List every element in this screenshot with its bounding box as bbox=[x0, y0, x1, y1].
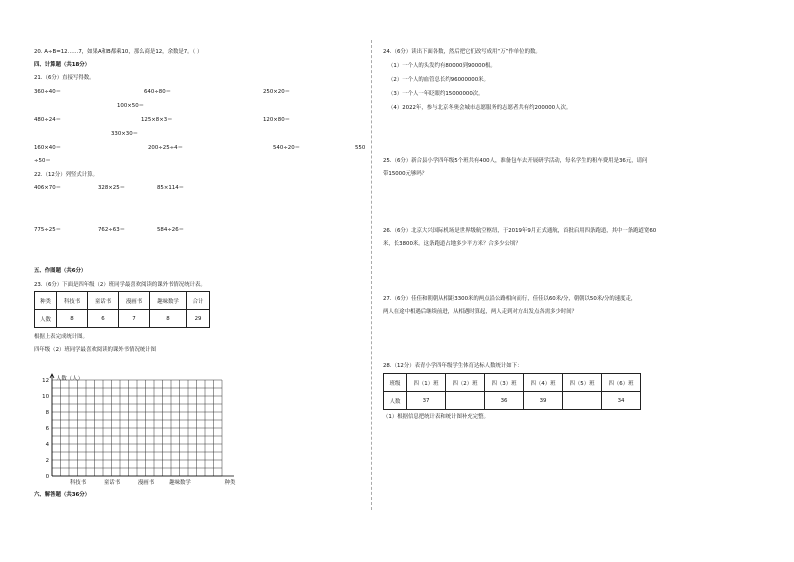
x-tick-label: 漫画书 bbox=[137, 480, 155, 486]
table-header-cell: 科技书 bbox=[57, 292, 88, 310]
question-24-1: （1）一个人的头发约有80000到90000根。 bbox=[388, 63, 496, 69]
y-tick-label: 12 bbox=[42, 378, 49, 384]
oral-calc-5: 480÷24＝ bbox=[34, 117, 62, 123]
table-cell: 7 bbox=[119, 310, 150, 328]
question-24-2: （2）一个人的血管总长约96000000米。 bbox=[388, 77, 489, 83]
table-row-label: 人数 bbox=[35, 310, 57, 328]
oral-calc-8: 330×30＝ bbox=[111, 131, 139, 137]
y-tick-label: 4 bbox=[45, 442, 49, 448]
y-axis-label: 人数（人） bbox=[56, 376, 83, 382]
x-axis-label: 种类 bbox=[224, 480, 236, 486]
table-header-cell: 合计 bbox=[187, 292, 210, 310]
table-header-cell: 四（2）班 bbox=[446, 374, 485, 392]
oral-calc-6: 125×8×3＝ bbox=[141, 117, 173, 123]
y-tick-label: 8 bbox=[45, 410, 49, 416]
table-header-cell: 四（6）班 bbox=[602, 374, 641, 392]
table-cell: 37 bbox=[407, 392, 446, 410]
oral-calc-1: 360÷40＝ bbox=[34, 89, 62, 95]
table-header-cell: 童话书 bbox=[88, 292, 119, 310]
table-header-cell: 四（3）班 bbox=[485, 374, 524, 392]
vertical-calc-5: 762÷63＝ bbox=[98, 227, 126, 233]
chart-title: 四年级（2）班同学最喜欢阅读的课外书情况统计图 bbox=[34, 347, 157, 353]
oral-calc-12-cont: ÷50＝ bbox=[34, 158, 51, 164]
vertical-calc-1: 406×70＝ bbox=[34, 185, 62, 191]
y-tick-label: 0 bbox=[45, 474, 49, 480]
y-tick-label: 2 bbox=[45, 458, 49, 464]
oral-calc-10: 200÷25÷4＝ bbox=[148, 145, 184, 151]
reading-table bbox=[34, 291, 210, 328]
oral-calc-9: 160×40＝ bbox=[34, 145, 62, 151]
question-26-cont: 米，长3800米。这条跑道占地多少平方米？合多少公顷？ bbox=[383, 241, 521, 247]
x-tick-label: 科技书 bbox=[69, 480, 87, 486]
table-note: 根据上表完成统计图。 bbox=[34, 334, 88, 340]
question-21: 21.（6分）直接写得数。 bbox=[34, 75, 95, 81]
question-25-cont: 带15000元够吗？ bbox=[383, 171, 428, 177]
vertical-calc-3: 85×114＝ bbox=[157, 185, 185, 191]
table-header-cell: 种类 bbox=[35, 292, 57, 310]
table-header-cell: 四（5）班 bbox=[563, 374, 602, 392]
table-cell: 8 bbox=[57, 310, 88, 328]
table-cell: 8 bbox=[150, 310, 187, 328]
question-28-1: （1）根据信息把统计表和统计图补充完整。 bbox=[383, 414, 489, 420]
table-header-cell: 四（1）班 bbox=[407, 374, 446, 392]
x-tick-label: 童话书 bbox=[103, 480, 121, 486]
oral-calc-11: 540÷20＝ bbox=[273, 145, 301, 151]
vertical-calc-4: 775÷25＝ bbox=[34, 227, 62, 233]
table-header-cell: 四（4）班 bbox=[524, 374, 563, 392]
question-24: 24.（6分）读出下面各数，然后把它们改写成用“万”作单位的数。 bbox=[383, 49, 541, 55]
oral-calc-12: 550 bbox=[355, 145, 366, 151]
question-22: 22.（12分）列竖式计算。 bbox=[34, 172, 98, 178]
y-tick-label: 10 bbox=[42, 394, 49, 400]
table-cell bbox=[446, 392, 485, 410]
oral-calc-4: 100×50＝ bbox=[117, 103, 145, 109]
x-tick-label: 趣味数学 bbox=[169, 480, 191, 486]
table-header-cell: 漫画书 bbox=[119, 292, 150, 310]
section-6-heading: 六、解答题（共36分） bbox=[34, 492, 91, 498]
question-26: 26.（6分）北京大兴国际机场是世界级航空枢纽，于2019年9月正式通航，首批启用四条跑道，其中一条跑道宽60 bbox=[383, 228, 657, 234]
fitness-table bbox=[383, 373, 641, 410]
question-24-3: （3）一个人一年眨眼约15000000次。 bbox=[388, 91, 484, 97]
oral-calc-3: 250×20＝ bbox=[263, 89, 291, 95]
table-cell: 36 bbox=[485, 392, 524, 410]
vertical-calc-2: 328×25＝ bbox=[98, 185, 126, 191]
table-cell: 34 bbox=[602, 392, 641, 410]
table-header-cell: 班级 bbox=[384, 374, 407, 392]
vertical-calc-6: 584÷26＝ bbox=[157, 227, 185, 233]
table-cell: 39 bbox=[524, 392, 563, 410]
bar-chart bbox=[34, 363, 264, 492]
table-row-label: 人数 bbox=[384, 392, 407, 410]
column-divider bbox=[371, 40, 372, 510]
oral-calc-2: 640÷80＝ bbox=[144, 89, 172, 95]
table-header-cell: 趣味数学 bbox=[150, 292, 187, 310]
table-cell: 29 bbox=[187, 310, 210, 328]
table-cell: 6 bbox=[88, 310, 119, 328]
question-23: 23.（6分）下面是四年级（2）班同学最喜欢阅读的课外书情况统计表。 bbox=[34, 282, 206, 288]
question-28: 28.（12分）表青小学四年级学生体育达标人数统计如下： bbox=[383, 363, 523, 369]
question-20: 20. A÷B=12……7，如果A和B都乘10，那么商是12，余数是7。（ ） bbox=[34, 49, 203, 55]
section-5-heading: 五、作图题（共6分） bbox=[34, 268, 87, 274]
question-24-4: （4）2022年，参与北京冬奥会城市志愿服务的志愿者共有约200000人次。 bbox=[388, 105, 572, 111]
question-25: 25.（6分）新合县小学四年级5个班共有400人，准备包车去开展研学活动，每名学生的租车费用是36元，请问 bbox=[383, 158, 648, 164]
section-4-heading: 四、计算题（共18分） bbox=[34, 62, 91, 68]
question-27: 27.（6分）佳佳和朝朝从相距3300米的两点沿公路相向而行，佳佳以60米/分，朝朝以50米/分的速度走， bbox=[383, 296, 637, 302]
table-cell bbox=[563, 392, 602, 410]
oral-calc-7: 120×80＝ bbox=[263, 117, 291, 123]
question-27-cont: 两人在途中相遇后继续前进，从相遇时算起，两人走到对方出发点各需多少时间？ bbox=[383, 309, 578, 315]
y-tick-label: 6 bbox=[45, 426, 49, 432]
